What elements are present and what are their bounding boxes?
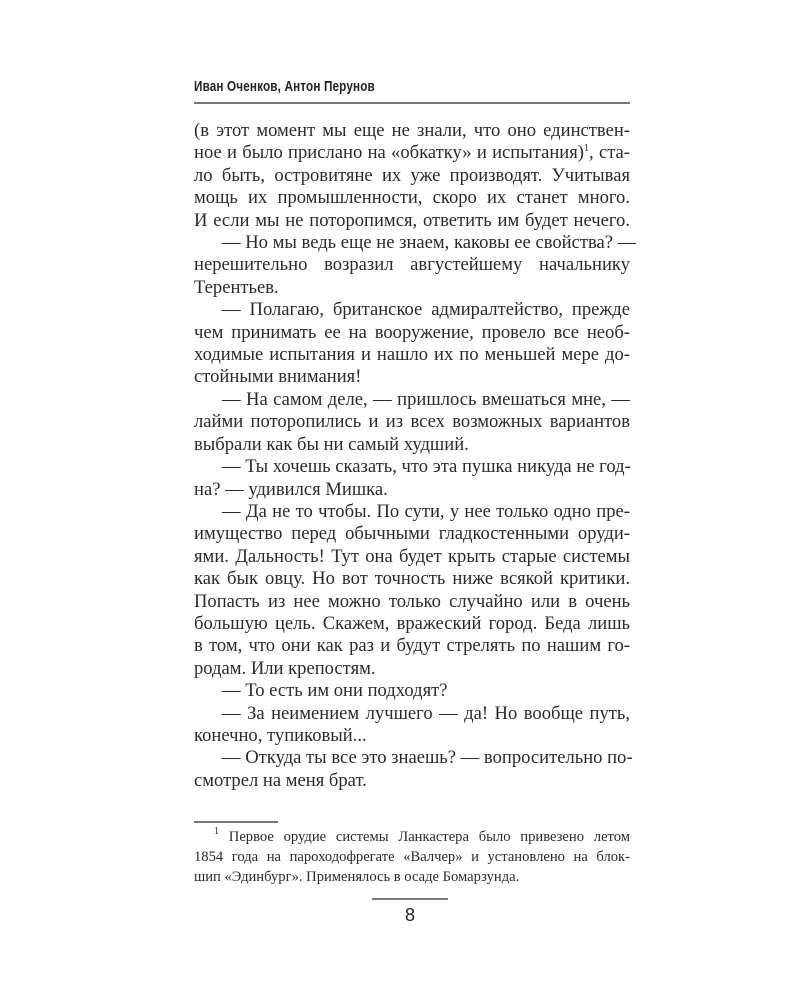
page-number: 8: [404, 905, 415, 925]
text-line: [194, 142, 630, 164]
text-line: Попасть из нее можно только случайно или в очень: [194, 590, 630, 612]
footnote-line: шип «Эдинбург». Применялось в осаде Бомарзунда.: [194, 869, 520, 885]
text-line: ло быть, островитяне их уже производят. Учитывая: [194, 164, 630, 186]
footnote: [194, 827, 630, 887]
text-line: чем принимать ее на вооружение, провело все необ-: [194, 321, 630, 343]
text-line: — Откуда ты все это знаешь? — вопросительно по-: [222, 747, 633, 769]
text-line: нерешительно возразил августейшему начальнику: [194, 254, 630, 276]
text-line: — За неимением лучшего — да! Но вообще путь,: [222, 702, 630, 724]
text-line: — Ты хочешь сказать, что эта пушка никуда не год-: [222, 456, 631, 478]
text-fragment: Первое орудие системы Ланкастера было привезено летом: [228, 829, 630, 845]
footnote-divider: [194, 821, 278, 823]
text-line: родам. Или крепостям.: [194, 657, 376, 679]
text-line: ходимые испытания и нашло их по меньшей мере до-: [194, 344, 630, 366]
text-line: И если мы не поторопимся, ответить им будет нечего.: [194, 209, 630, 231]
text-fragment: ное и было прислано на «обкатку» и испытания): [194, 142, 585, 164]
text-line: выбрали как бы ни самый худший.: [194, 433, 469, 455]
running-header: Иван Оченков, Антон Перунов: [194, 78, 375, 95]
text-fragment: , ста-: [589, 142, 630, 164]
footnote-marker: 1: [214, 826, 219, 837]
text-line: имущество перед обычными гладкостенными оруди-: [194, 523, 630, 545]
footnote-line: [194, 827, 630, 847]
text-line: — Полагаю, британское адмиралтейство, прежде: [222, 299, 630, 321]
footnote-reference[interactable]: 1: [584, 143, 590, 155]
text-line: (в этот момент мы еще не знали, что оно единствен-: [194, 120, 630, 141]
text-line: мощь их промышленности, скоро их станет много.: [194, 187, 630, 209]
text-line: смотрел на меня брат.: [194, 769, 367, 791]
text-line: — Но мы ведь еще не знаем, каковы ее свойства? —: [222, 232, 637, 254]
text-line: — На самом деле, — пришлось вмешаться мне, —: [222, 388, 630, 410]
text-line: как бык овцу. Но вот точность ниже всякой критики.: [194, 568, 630, 590]
body-text: [194, 120, 637, 792]
footnote-line: 1854 года на пароходофрегате «Валчер» и установлено на блок-: [194, 849, 630, 865]
text-line: — То есть им они подходят?: [222, 680, 448, 702]
text-line: — Да не то чтобы. По сути, у нее только одно пре-: [222, 500, 630, 522]
text-line: конечно, тупиковый...: [194, 724, 367, 746]
text-line: стойными внимания!: [194, 366, 362, 388]
text-line: на? — удивился Мишка.: [194, 478, 388, 500]
text-line: в том, что они как раз и будут стрелять по нашим го-: [194, 635, 630, 657]
text-line: ями. Дальность! Тут она будет крыть старые системы: [194, 545, 630, 567]
header-divider: [194, 102, 630, 104]
page-number-divider: [372, 898, 448, 900]
text-line: лайми поторопились и из всех возможных вариантов: [194, 411, 630, 433]
text-line: Терентьев.: [194, 276, 279, 298]
text-line: большую цель. Скажем, вражеский город. Беда лишь: [194, 612, 630, 634]
